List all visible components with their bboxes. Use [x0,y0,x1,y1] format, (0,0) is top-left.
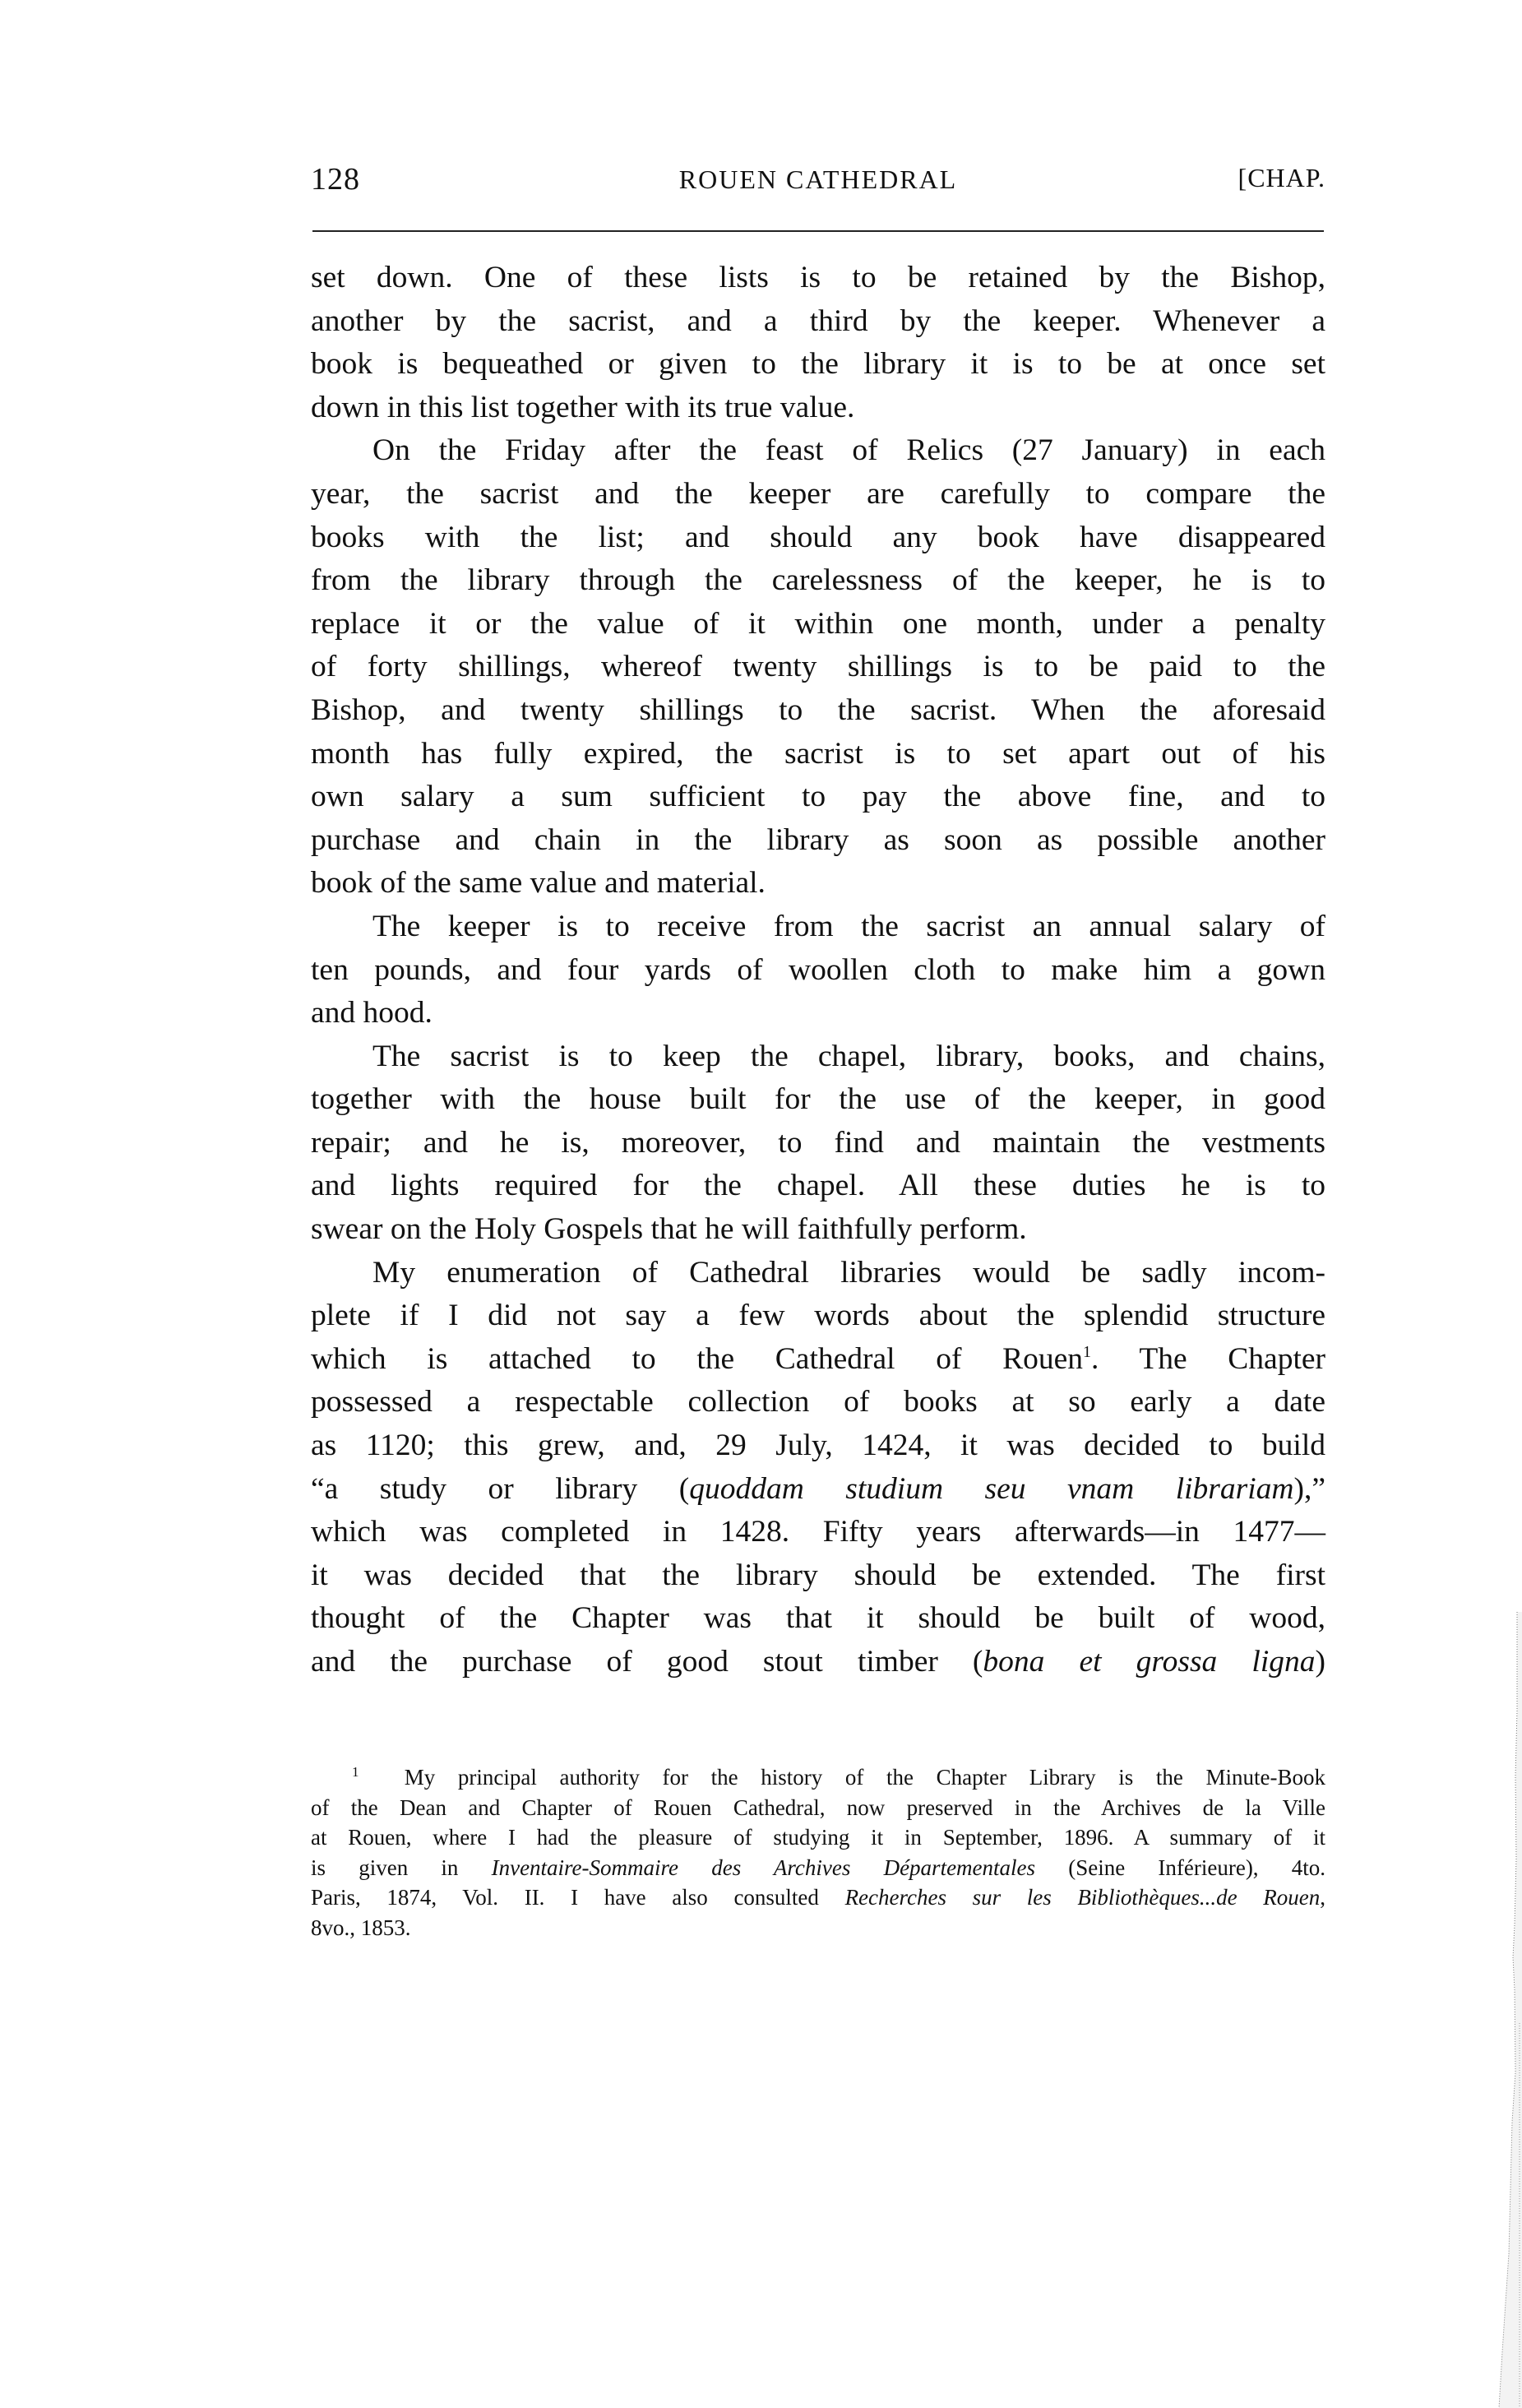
text-line: On the Friday after the feast of Relics (27 January) in each [372,433,1325,468]
text-fragment: My principal authority for the history of the Chapter Library is the Minute-Book [404,1765,1325,1790]
text-line: another by the sacrist, and a third by the keeper. Whenever a [311,303,1325,338]
text-fragment: and the purchase of good stout timber ( [311,1645,983,1679]
text-line: The sacrist is to keep the chapel, library, books, and chains, [372,1039,1325,1073]
latin-quote: bona et grossa ligna [983,1645,1316,1679]
text-fragment: is given in [311,1855,492,1880]
text-fragment: , [1320,1885,1325,1910]
text-line: own salary a sum sufficient to pay the above fine, and to [311,780,1325,814]
text-line: ten pounds, and four yards of woollen cloth to make him a gown [311,952,1325,987]
footnote-1 [311,1762,1325,1943]
paragraph-5 [311,1252,1325,1684]
text-line: possessed a respectable collection of books at so early a date [311,1385,1325,1419]
text-line: as 1120; this grew, and, 29 July, 1424, it was decided to build [311,1429,1325,1463]
text-fragment: ) [1315,1645,1325,1679]
text-line: it was decided that the library should be extended. The first [311,1558,1325,1592]
text-line: purchase and chain in the library as soon as possible another [311,822,1325,857]
header-rule [312,230,1324,232]
text-line: swear on the Holy Gospels that he will faithfully perform. [311,1212,1027,1247]
text-line: repair; and he is, moreover, to find and maintain the vestments [311,1125,1325,1160]
text-line: together with the house built for the use of the keeper, in good [311,1082,1325,1117]
footnote-line: of the Dean and Chapter of Rouen Cathedral, now preserved in the Archives de la Ville [311,1794,1325,1820]
footnote-line: 8vo., 1853. [311,1915,411,1940]
running-head [311,161,1325,211]
footnote-line: at Rouen, where I had the pleasure of studying it in September, 1896. A summary of it [311,1825,1325,1850]
text-fragment: Paris, 1874, Vol. II. I have also consulted [311,1885,845,1910]
paragraph-3 [311,905,1325,1035]
citation-title: Inventaire-Sommaire des Archives Départementales [491,1855,1036,1880]
text-line: The keeper is to receive from the sacrist an annual salary of [372,909,1325,943]
text-line-with-latin [311,1641,1325,1684]
citation-title: Recherches sur les Bibliothèques...de Rouen [844,1885,1321,1910]
paragraph-1 [311,257,1325,429]
text-fragment: which is attached to the Cathedral of Rouen [311,1341,1083,1376]
text-line: replace it or the value of it within one month, under a penalty [311,606,1325,641]
page-number: 128 [311,162,360,197]
text-line: book is bequeathed or given to the library it is to be at once set [311,347,1325,382]
scan-edge-artifact [1494,1612,1522,2408]
text-fragment: . The Chapter [1091,1341,1325,1376]
text-line: month has fully expired, the sacrist is to set apart out of his [311,736,1325,771]
text-line: book of the same value and material. [311,866,766,901]
text-line: Bishop, and twenty shillings to the sacrist. When the aforesaid [311,692,1325,727]
text-fragment: (Seine Inférieure), 4to. [1035,1855,1326,1880]
body-text [311,257,1325,1684]
text-line: My enumeration of Cathedral libraries would be sadly incom- [372,1255,1325,1290]
text-line: year, the sacrist and the keeper are carefully to compare the [311,476,1325,511]
text-fragment: “a study or library ( [311,1471,690,1506]
chapter-mark: [CHAP. [1237,163,1325,192]
text-line: thought of the Chapter was that it should be built of wood, [311,1601,1325,1636]
paragraph-2 [311,429,1325,905]
text-line: down in this list together with its true value. [311,390,855,424]
footnote-mark: 1 [352,1764,359,1780]
latin-quote: quoddam studium seu vnam librariam [689,1471,1294,1506]
text-line: set down. One of these lists is to be retained by the Bishop, [311,261,1325,294]
text-line: plete if I did not say a few words about the splendid structure [311,1299,1325,1333]
text-line: which was completed in 1428. Fifty years afterwards—in 1477— [311,1515,1325,1549]
footnote-reference[interactable]: 1 [1083,1342,1091,1361]
text-line: books with the list; and should any book have disappeared [311,520,1325,554]
footnote-line [311,1882,1325,1913]
text-line: of forty shillings, whereof twenty shillings is to be paid to the [311,650,1325,684]
footnote-line [311,1853,1325,1883]
text-line-with-latin [311,1468,1325,1512]
text-line: and lights required for the chapel. All these duties he is to [311,1169,1325,1203]
text-fragment: ),” [1293,1471,1325,1506]
text-line-with-footnote-ref [311,1338,1325,1382]
text-line: and hood. [311,996,433,1030]
text-line: from the library through the carelessness of the keeper, he is to [311,563,1325,598]
footnote-line [311,1762,1325,1793]
running-title: ROUEN CATHEDRAL [678,164,958,194]
paragraph-4 [311,1035,1325,1252]
